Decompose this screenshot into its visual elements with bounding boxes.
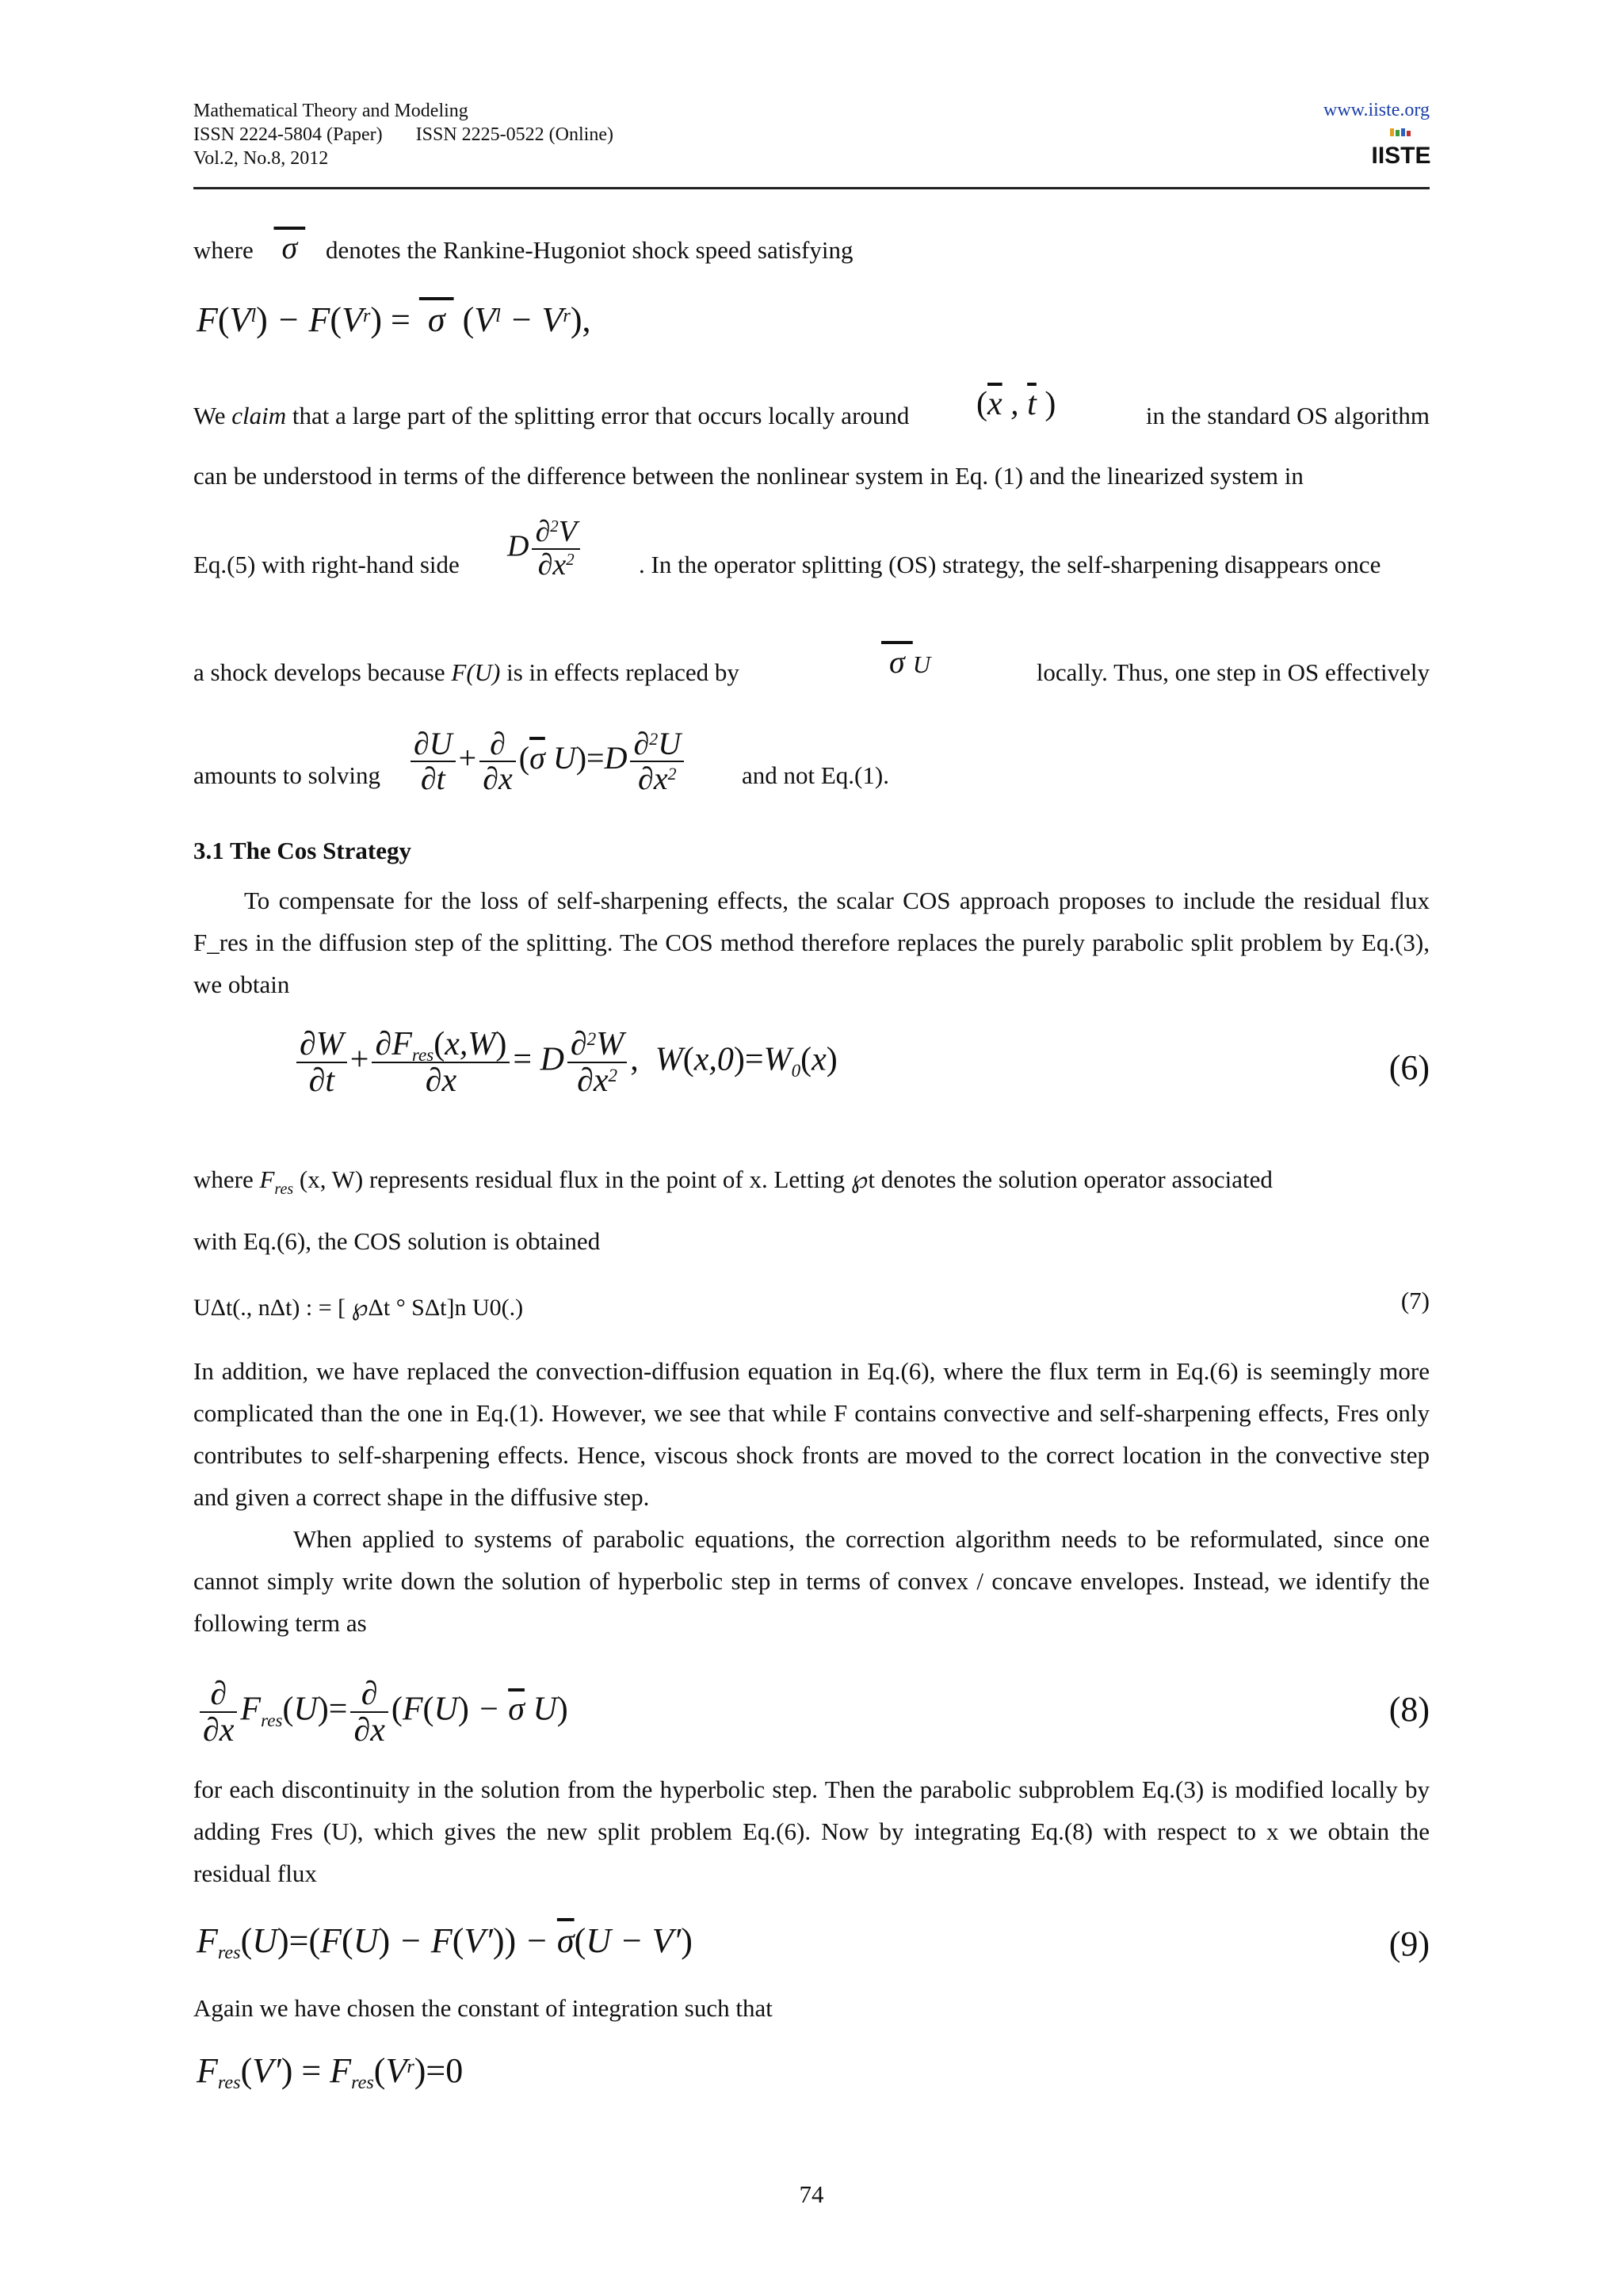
word-claim: claim xyxy=(231,402,287,429)
replaced-by-text: is in effects replaced by xyxy=(506,658,739,686)
volume-info: Vol.2, No.8, 2012 xyxy=(193,148,329,169)
paragraph-shock-speed xyxy=(193,227,1430,271)
website-link[interactable]: www.iiste.org xyxy=(1323,100,1430,120)
cos-solution-text: with Eq.(6), the COS solution is obtained xyxy=(193,1227,601,1255)
journal-title: Mathematical Theory and Modeling xyxy=(193,101,468,121)
equation-6: $\frac{\partial W}{\partial t}$ + $\frac{\text{∂Fres(x,W)}}{\partial x}$ = D $\frac{\partial^2W}{\partial x^2}$ , W(x,0)=W0(x) xyxy=(293,1027,838,1098)
word-where-2: where xyxy=(193,1165,254,1193)
shock-develops-lead: a shock develops because xyxy=(193,658,445,686)
shock-develops-text xyxy=(193,651,748,693)
page-number: 74 xyxy=(799,2180,824,2208)
not-eq1-text: and not Eq.(1). xyxy=(742,761,889,789)
rankine-hugoniot-equation: $F(V^l) - F(V^r) = \sigma$ $(V^l - V^r)$, xyxy=(197,300,591,339)
paragraph-residual-flux xyxy=(193,1158,1430,1211)
iiste-logo xyxy=(1371,127,1431,170)
section-heading: 3.1 The Cos Strategy xyxy=(193,837,411,864)
paragraph-systems: When applied to systems of parabolic equations, the correction algorithm needs to be reformulated, since one cannot simply write down the solution of hyperbolic step in terms of convex / concave envelopes. Instead, we identify the following term as xyxy=(193,1525,1430,1637)
point-xt: ($\overline{x}$ , $\overline{t}$ ) xyxy=(976,386,1056,422)
eq7-number: (7) xyxy=(1400,1287,1430,1314)
paragraph-cos-strategy: To compensate for the loss of self-sharpening effects, the scalar COS approach proposes to include the residual flux F_res in the diffusion step of the splitting. The COS method therefore replaces the purely parabolic split problem by Eq.(3), we obtain xyxy=(193,887,1430,998)
issn-online: ISSN 2225-0522 (Online) xyxy=(415,124,613,145)
logo-text: IISTE xyxy=(1371,143,1431,169)
paragraph-convection-diffusion: In addition, we have replaced the convection-diffusion equation in Eq.(6), where the flux term in Eq.(6) is seemingly more complicated than the one in Eq.(1). However, we see that while F contains convective and self-sharpening effects, Fres only contributes to self-sharpening effects. Hence, viscous shock fronts are moved to the correct location in the convective step and given a correct shape in the diffusive step. xyxy=(193,1357,1430,1511)
residual-flux-text: (x, W) represents residual flux in the point of x. Letting ℘t denotes the solution operator associated xyxy=(299,1165,1273,1193)
word-we: We xyxy=(193,402,226,429)
fres-symbol: $F_{res}$ xyxy=(259,1165,294,1198)
locally-text: locally. Thus, one step in OS effectively xyxy=(1036,658,1430,686)
boundary-condition-equation: Fres(V′) = $Fres(V^r)=0$ xyxy=(197,2051,464,2093)
word-where: where xyxy=(193,236,254,264)
rhs-d2v-dx2: D $\frac{\partial^2V}{\partial x^2}$ xyxy=(507,517,583,582)
paragraph-hyperbolic-step: for each discontinuity in the solution from the hyperbolic step. Then the parabolic subproblem Eq.(3) is modified locally by adding Fres (U), which gives the new split problem Eq.(6). Now by integrating Eq.(8) with respect to x we obtain the residual flux xyxy=(193,1775,1430,1887)
sigma-bar-symbol: σ xyxy=(273,230,306,265)
claim-text: that a large part of the splitting error that occurs locally around xyxy=(292,402,910,429)
claim-text-end: in the standard OS algorithm xyxy=(1145,402,1430,429)
eq5-text: Eq.(5) with right-hand side xyxy=(193,551,460,578)
os-effective-equation: $\frac{\partial U}{\partial t}$ + $\frac{\partial}{\partial x}$ ($\overline{\sigma}$ U)=D $\frac{\partial^2U}{\partial x^2}$ xyxy=(407,727,687,795)
constant-integration-text: Again we have chosen the constant of integration such that xyxy=(193,1994,773,2022)
os-strategy-text: . In the operator splitting (OS) strategy, the self-sharpening disappears once xyxy=(639,551,1381,578)
header-rule xyxy=(193,187,1430,189)
issn-paper: ISSN 2224-5804 (Paper) xyxy=(193,124,383,145)
paragraph-difference: can be understood in terms of the difference between the nonlinear system in Eq. (1) and the linearized system in xyxy=(193,462,1304,490)
eq9-number: (9) xyxy=(1388,1924,1430,1963)
equation-8: $\frac{\partial}{\partial x}$ Fres(U)= $\frac{\partial}{\partial x}$ ($F(U) - \overline{\sigma}$ U) xyxy=(197,1676,568,1748)
eq8-number: (8) xyxy=(1388,1690,1430,1729)
amounts-solving-text: amounts to solving xyxy=(193,761,380,789)
sigma-u-term: σ U xyxy=(881,644,931,680)
equation-9: Fres(U)=(F(U) − $F(V')) - \overline{\sigma}(U - V')$ xyxy=(197,1921,693,1963)
issn-line xyxy=(193,124,613,146)
fu-term: F(U) xyxy=(451,658,501,686)
shock-speed-text: denotes the Rankine-Hugoniot shock speed satisfying xyxy=(325,236,854,264)
equation-7: UΔt(., nΔt) : = [ ℘Δt ° SΔt]n U0(.) xyxy=(193,1295,524,1321)
eq6-number: (6) xyxy=(1388,1048,1430,1087)
